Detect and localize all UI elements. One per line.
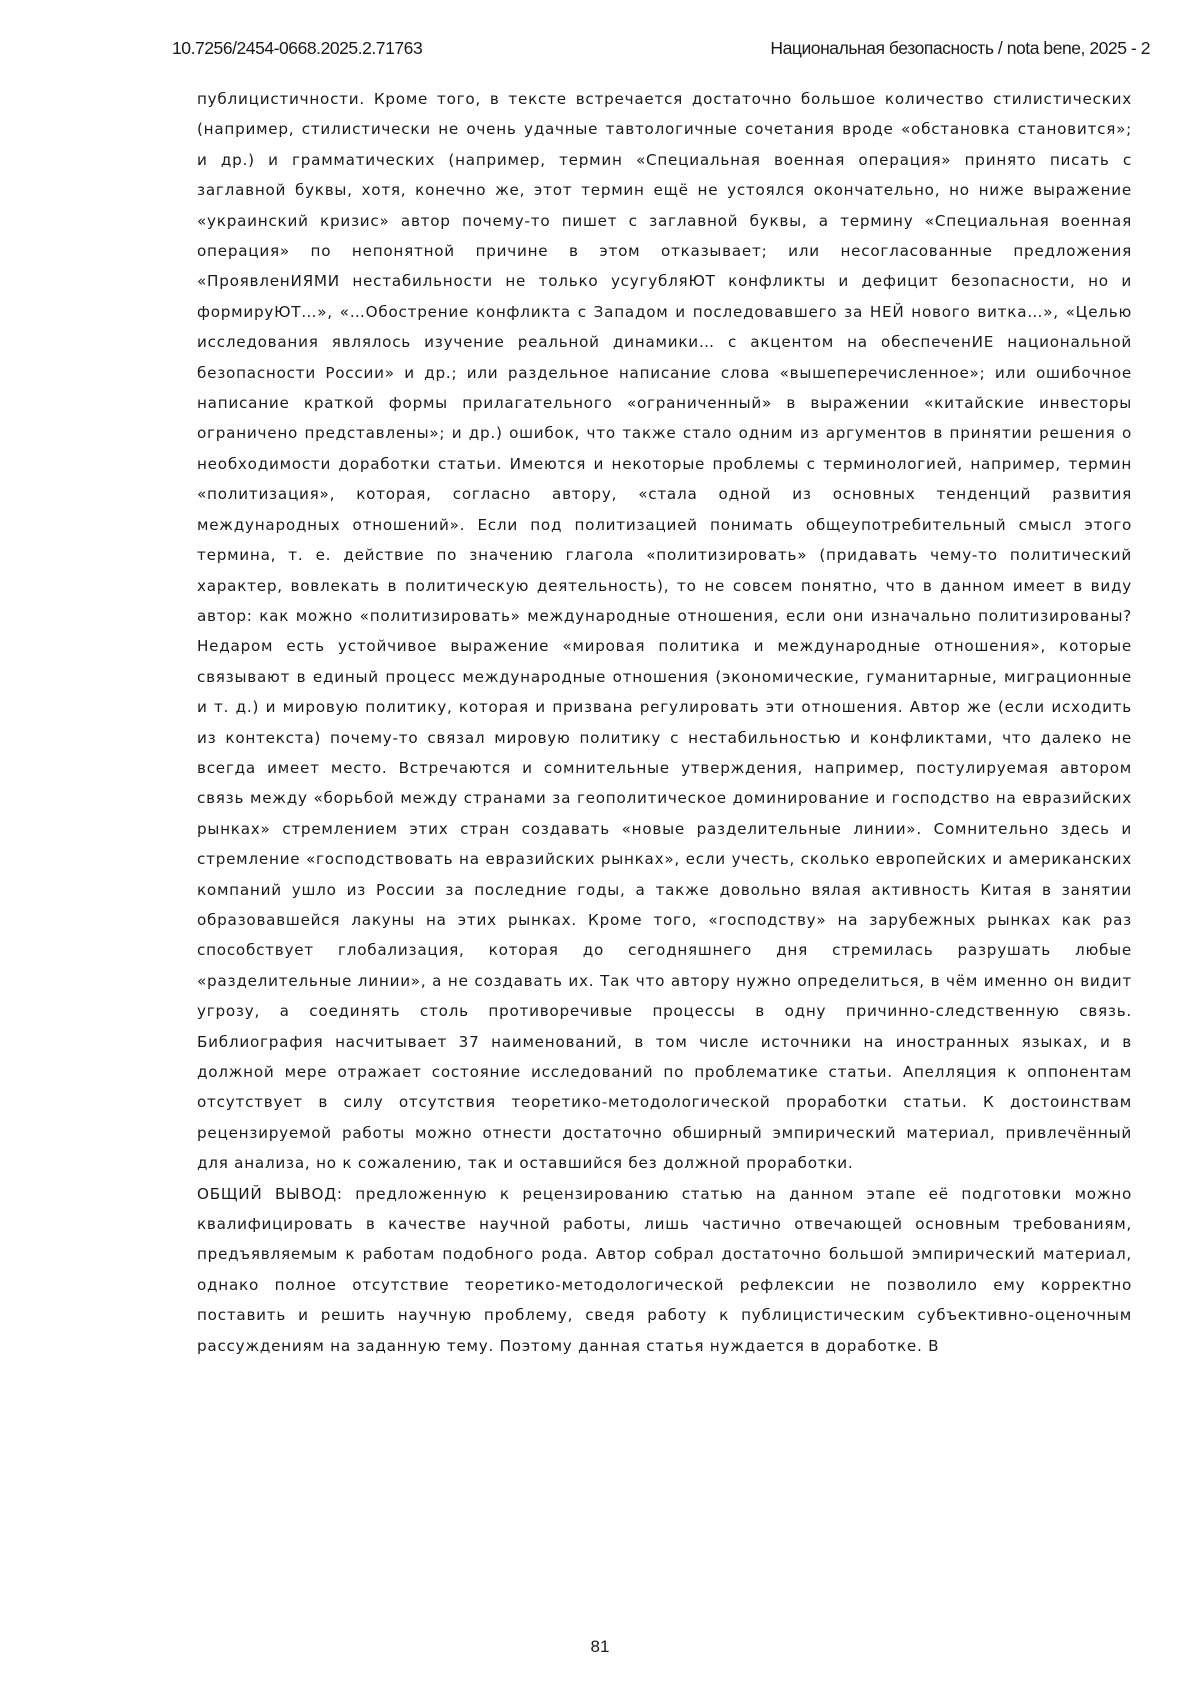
doi-text: 10.7256/2454-0668.2025.2.71763 <box>172 37 423 58</box>
page-number: 81 <box>590 1637 610 1656</box>
paragraph-review-critique: публицистичности. Кроме того, в тексте встречается достаточно большое количество стилистических (например, стилистически не очень удачные тавтологичные сочетания вроде «обстановка становится»; и др.) и грамматических (например, термин «Специальная военная операция» принято писать с заглавной буквы, хотя, конечно же, этот термин ещё не устоялся окончательно, но ниже выражение «украинский кризис» автор почему-то пишет с заглавной буквы, а термину «Специальная военная операция» по непонятной причине в этом отказывает; или несогласованные предложения «ПроявленИЯМИ нестабильности не только усугубляЮТ конфликты и дефицит безопасности, но и формируЮТ…», «…Обострение конфликта с Западом и последовавшего за НЕЙ нового витка…», «Целью исследования являлось изучение реальной динамики… с акцентом на обеспеченИЕ национальной безопасности России» и др.; или раздельное написание слова «вышеперечисленное»; или ошибочное написание краткой формы прилагательного «ограниченный» в выражении «китайские инвесторы ограничено представлены»; и др.) ошибок, что также стало одним из аргументов в принятии решения о необходимости доработки статьи. Имеются и некоторые проблемы с терминологией, например, термин «политизация», которая, согласно автору, «стала одной из основных тенденций развития международных отношений». Если под политизацией понимать общеупотребительный смысл этого термина, т. е. действие по значению глагола «политизировать» (придавать чему-то политический характер, вовлекать в политическую деятельность), то не совсем понятно, что в данном имеет в виду автор: как можно «политизировать» международные отношения, если они изначально политизированы? Недаром есть устойчивое выражение «мировая политика и международные отношения», которые связывают в единый процесс международные отношения (экономические, гуманитарные, миграционные и т. д.) и мировую политику, которая и призвана регулировать эти отношения. Автор же (если исходить из контекста) почему-то связал мировую политику с нестабильностью и конфликтами, что далеко не всегда имеет место. Встречаются и сомнительные утверждения, например, постулируемая автором связь между «борьбой между странами за геополитическое доминирование и господство на евразийских рынках» стремлением этих стран создавать «новые разделительные линии». Сомнительно здесь и стремление «господствовать на евразийских рынках», если учесть, сколько европейских и американских компаний ушло из России за последние годы, а также довольно вялая активность Китая в занятии образовавшейся лакуны на этих рынках. Кроме того, «господству» на зарубежных рынках как раз способствует глобализация, которая до сегодняшнего дня стремилась разрушать любые «разделительные линии», а не создавать их. Так что автору нужно определиться, в чём именно он видит угрозу, а соединять столь противоречивые процессы в одну причинно-следственную связь. Библиография насчитывает 37 наименований, в том числе источники на иностранных языках, и в должной мере отражает состояние исследований по проблематике статьи. Апелляция к оппонентам отсутствует в силу отсутствия теоретико-методологической проработки статьи. К достоинствам рецензируемой работы можно отнести достаточно обширный эмпирический материал, привлечённый для анализа, но к сожалению, так и оставшийся без должной проработки. <box>197 90 1132 1173</box>
journal-title: Национальная безопасность / nota bene, 2025 - 2 <box>770 37 1150 58</box>
running-header <box>172 36 1150 60</box>
paragraph-general-conclusion: ОБЩИЙ ВЫВОД: предложенную к рецензированию статью на данном этапе её подготовки можно квалифицировать в качестве научной работы, лишь частично отвечающей основным требованиям, предъявляемым к работам подобного рода. Автор собрал достаточно большой эмпирический материал, однако полное отсутствие теоретико-методологической рефлексии не позволило ему корректно поставить и решить научную проблему, сведя работу к публицистическим субъективно-оценочным рассуждениям на заданную тему. Поэтому данная статья нуждается в доработке. В <box>197 1184 1132 1355</box>
review-body <box>197 84 1132 1361</box>
